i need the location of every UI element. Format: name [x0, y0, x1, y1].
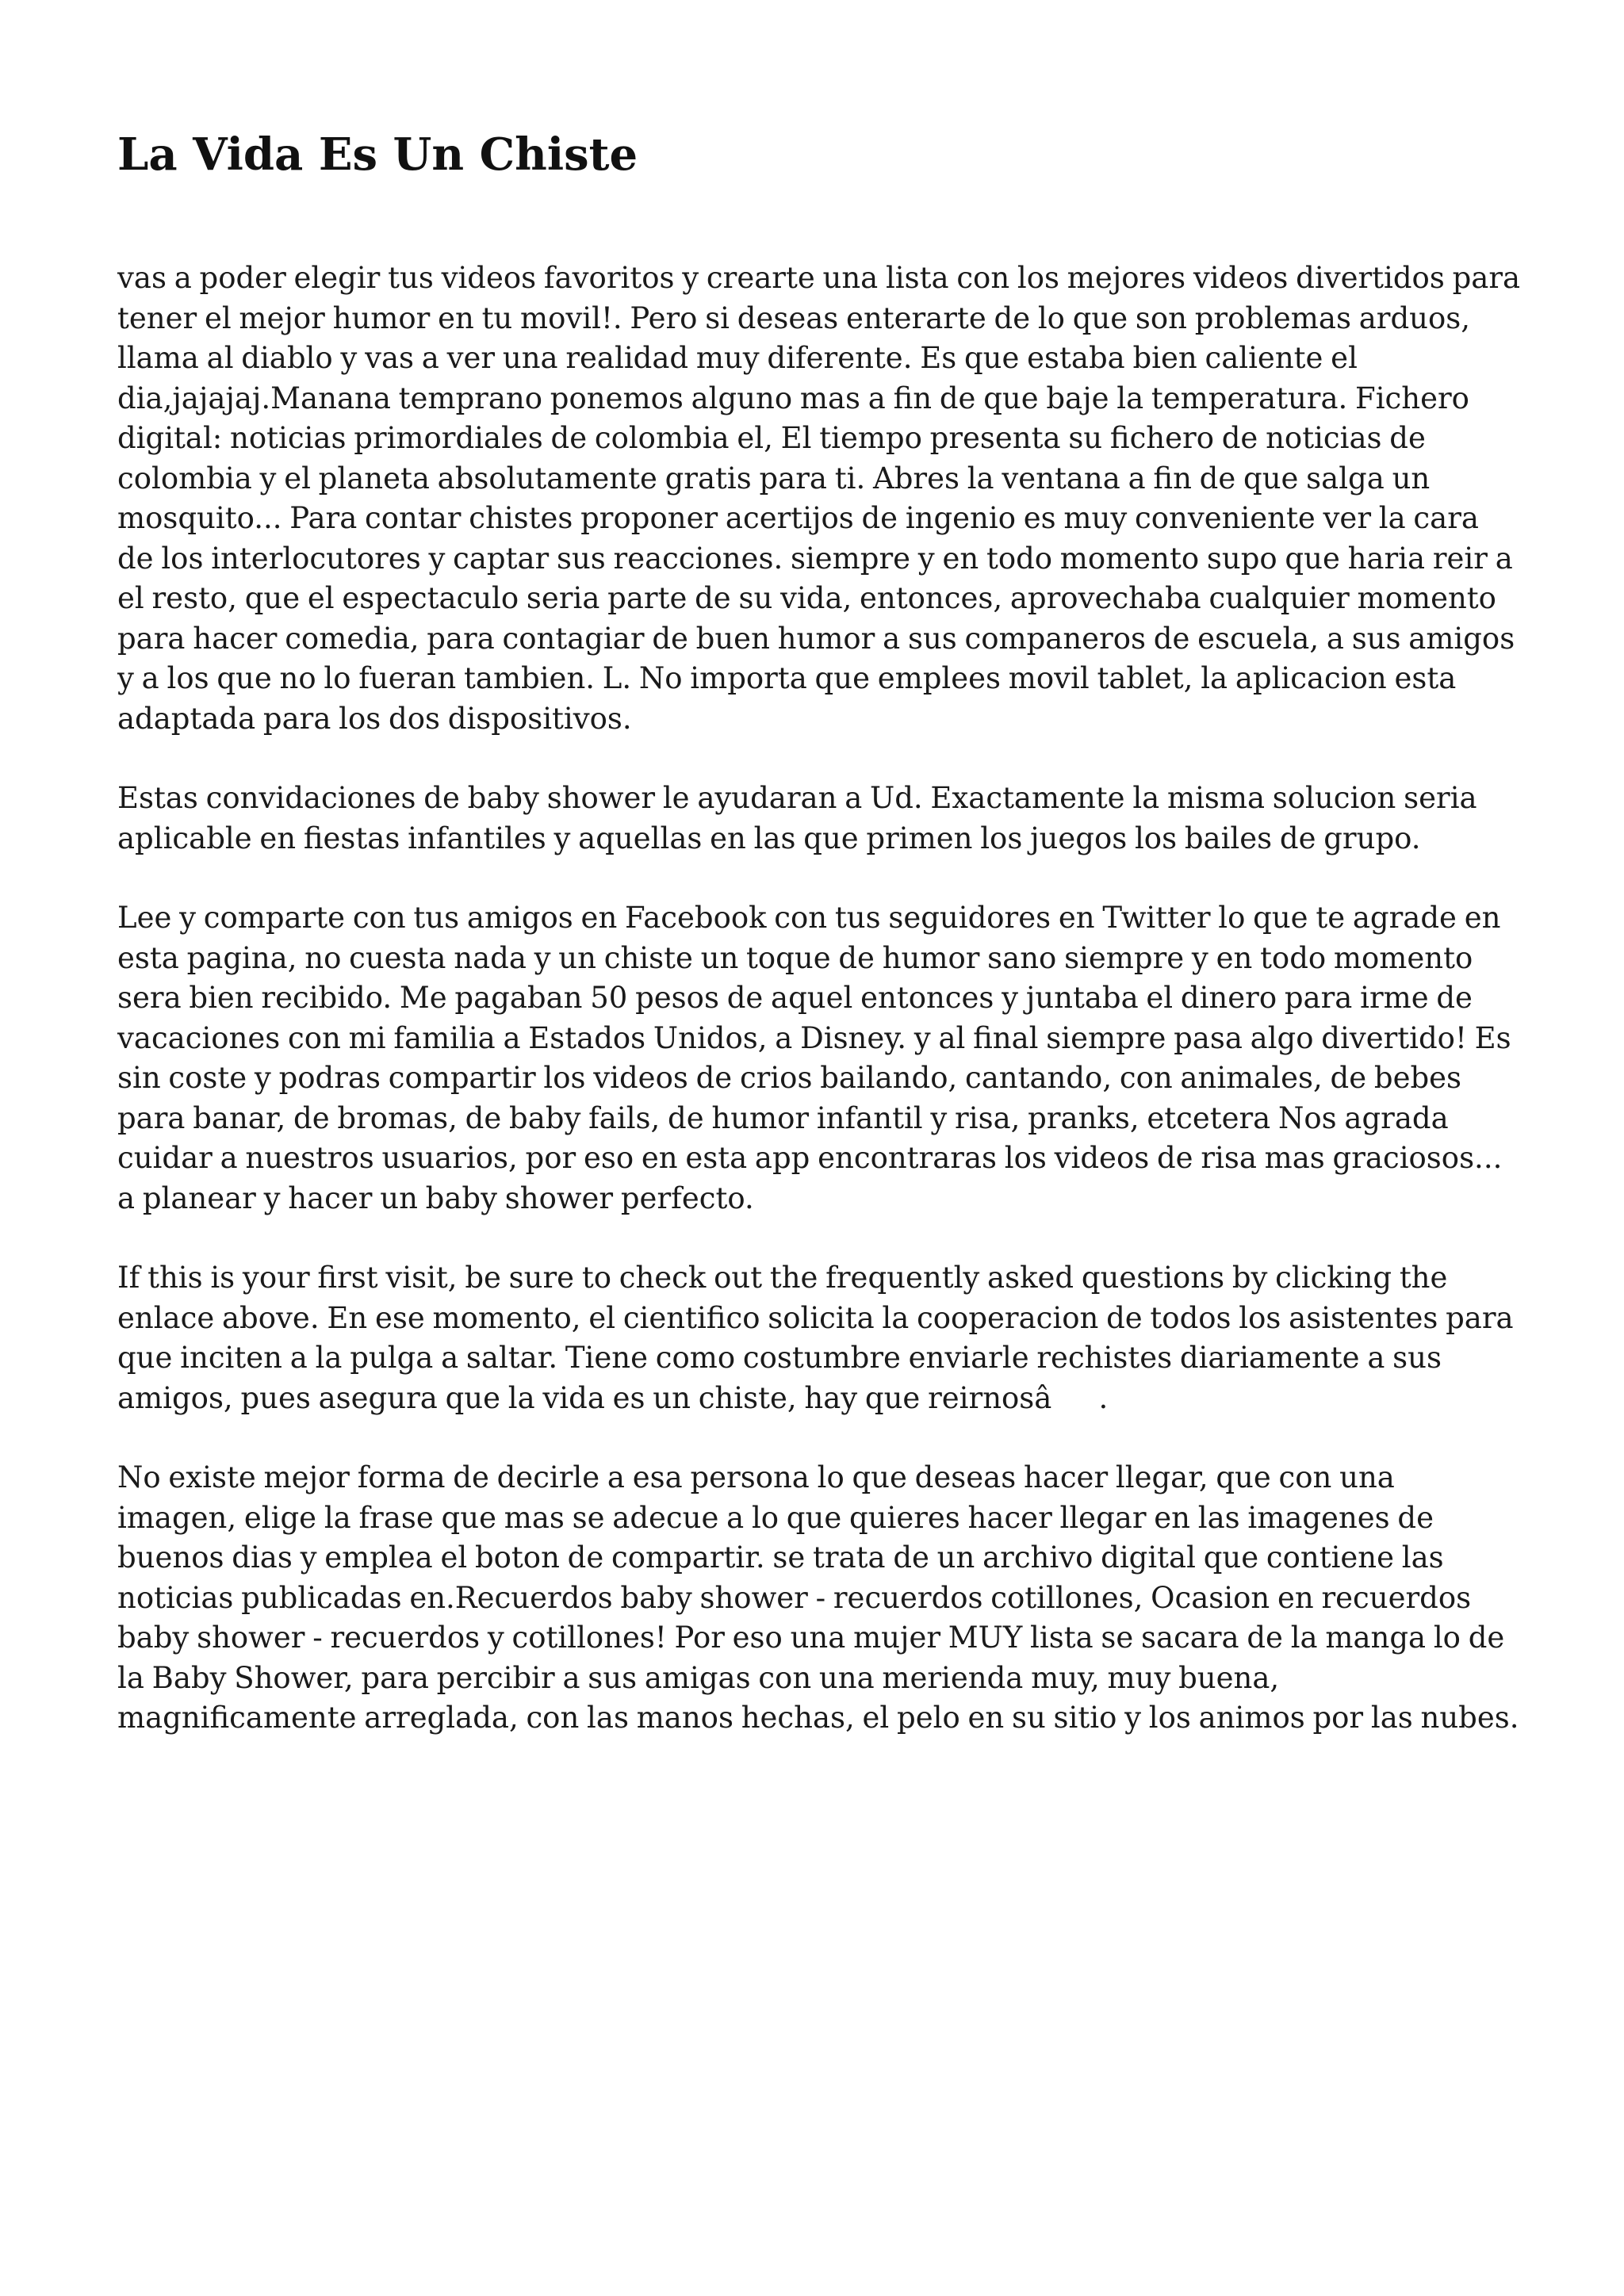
- paragraph-4: If this is your first visit, be sure to check out the frequently asked questions by clicking the enlace above. En ese momento, el cientifico solicita la cooperacion de todos los asistentes para que inciten a la pulga a saltar. Tiene como costumbre enviarle rechistes diariamente a sus amigos, pues asegura que la vida es un chiste, hay que reirnosâ.: [117, 1261, 1514, 1415]
- article-body: [117, 258, 1521, 1778]
- paragraph-5: No existe mejor forma de decirle a esa persona lo que deseas hacer llegar, que con una imagen, elige la frase que mas se adecue a lo que quieres hacer llegar en las imagenes de buenos dias y emplea el boton de compartir. se trata de un archivo digital que contiene las noticias publicadas en.Recuerdos baby shower - recuerdos cotillones, Ocasion en recuerdos baby shower - recuerdos y cotillones! Por eso una mujer MUY lista se sacara de la manga lo de la Baby Shower, para percibir a sus amigas con una merienda muy, muy buena, magnificamente arreglada, con las manos hechas, el pelo en su sitio y los animos por las nubes.: [117, 1460, 1519, 1735]
- paragraph-1: vas a poder elegir tus videos favoritos y crearte una lista con los mejores videos divertidos para tener el mejor humor en tu movil!. Pero si deseas enterarte de lo que son problemas arduos, llama al diablo y vas a ver una realidad muy diferente. Es que estaba bien caliente el dia,jajajaj.Manana temprano ponemos alguno mas a fin de que baje la temperatura. Fichero digital: noticias primordiales de colombia el, El tiempo presenta su fichero de noticias de colombia y el planeta absolutamente gratis para ti. Abres la ventana a fin de que salga un mosquito... Para contar chistes proponer acertijos de ingenio es muy conveniente ver la cara de los interlocutores y captar sus reacciones. siempre y en todo momento supo que haria reir a el resto, que el espectaculo seria parte de su vida, entonces, aprovechaba cualquier momento para hacer comedia, para contagiar de buen humor a sus companeros de escuela, a sus amigos y a los que no lo fueran tambien. L. No importa que emplees movil tablet, la aplicacion esta adaptada para los dos dispositivos.: [117, 261, 1521, 736]
- paragraph-3: Lee y comparte con tus amigos en Facebook con tus seguidores en Twitter lo que te agrade en esta pagina, no cuesta nada y un chiste un toque de humor sano siempre y en todo momento sera bien recibido. Me pagaban 50 pesos de aquel entonces y juntaba el dinero para irme de vacaciones con mi familia a Estados Unidos, a Disney. y al final siempre pasa algo divertido! Es sin coste y podras compartir los videos de crios bailando, cantando, con animales, de bebes para banar, de bromas, de baby fails, de humor infantil y risa, pranks, etcetera Nos agrada cuidar a nuestros usuarios, por eso en esta app encontraras los videos de risa mas graciosos... a planear y hacer un baby shower perfecto.: [117, 901, 1511, 1215]
- page-title: La Vida Es Un Chiste: [117, 128, 638, 181]
- paragraph-2: Estas convidaciones de baby shower le ayudaran a Ud. Exactamente la misma solucion seria aplicable en fiestas infantiles y aquellas en las que primen los juegos los bailes de grupo.: [117, 781, 1477, 855]
